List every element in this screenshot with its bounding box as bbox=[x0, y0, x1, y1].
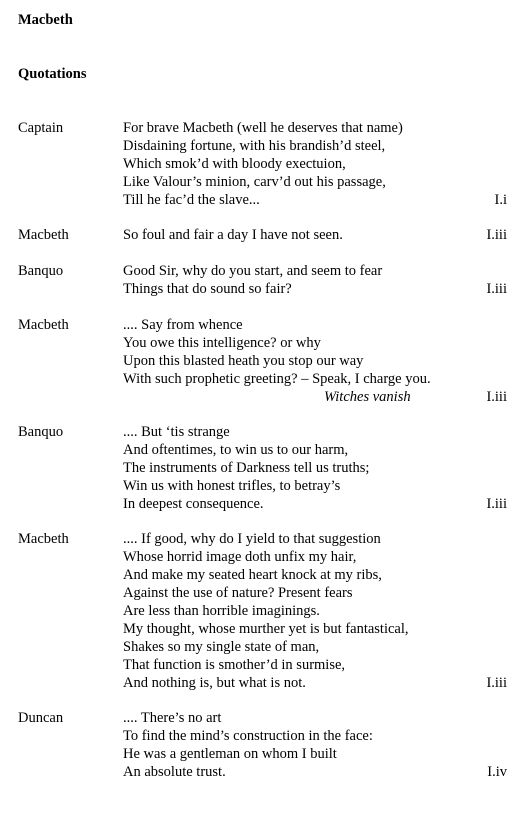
quote-line: Win us with honest trifles, to betray’s bbox=[123, 478, 341, 494]
speaker-name: Macbeth bbox=[18, 227, 69, 243]
quote-line: Till he fac’d the slave... bbox=[123, 192, 260, 208]
quote-line: .... There’s no art bbox=[123, 710, 222, 726]
speaker-name: Captain bbox=[18, 120, 64, 136]
quote-line: That function is smother’d in surmise, bbox=[123, 657, 346, 673]
document-title: Macbeth bbox=[18, 12, 73, 28]
quote-line: With such prophetic greeting? – Speak, I charge you. bbox=[123, 371, 431, 387]
quote-line: And make my seated heart knock at my ribs, bbox=[123, 567, 382, 583]
quote-line: .... If good, why do I yield to that suggestion bbox=[123, 531, 381, 547]
quote-lines bbox=[123, 423, 463, 513]
speaker-name: Banquo bbox=[18, 424, 64, 440]
act-scene-reference: I.iii bbox=[486, 389, 507, 405]
quote-line: Shakes so my single state of man, bbox=[123, 639, 320, 655]
quote-line: And oftentimes, to win us to our harm, bbox=[123, 442, 349, 458]
section-heading: Quotations bbox=[18, 66, 87, 82]
quote-lines bbox=[123, 709, 463, 781]
act-scene-reference: I.iii bbox=[486, 227, 507, 243]
stage-direction: Witches vanish bbox=[324, 389, 411, 405]
quote-line: And nothing is, but what is not. bbox=[123, 675, 306, 691]
speaker-name: Banquo bbox=[18, 263, 64, 279]
quote-line: Good Sir, why do you start, and seem to fear bbox=[123, 263, 383, 279]
quote-line: Upon this blasted heath you stop our way bbox=[123, 353, 364, 369]
act-scene-reference: I.iii bbox=[486, 496, 507, 512]
quote-lines bbox=[123, 316, 463, 406]
quote-lines bbox=[123, 530, 463, 692]
act-scene-reference: I.i bbox=[494, 192, 507, 208]
quote-lines bbox=[123, 119, 463, 209]
quote-line: An absolute trust. bbox=[123, 764, 226, 780]
quote-line: Against the use of nature? Present fears bbox=[123, 585, 353, 601]
act-scene-reference: I.iii bbox=[486, 675, 507, 691]
quote-line: Like Valour’s minion, carv’d out his passage, bbox=[123, 174, 386, 190]
quote-line: .... But ‘tis strange bbox=[123, 424, 230, 440]
quote-line: He was a gentleman on whom I built bbox=[123, 746, 337, 762]
act-scene-reference: I.iii bbox=[486, 281, 507, 297]
quote-line: My thought, whose murther yet is but fantastical, bbox=[123, 621, 409, 637]
quote-line: Which smok’d with bloody exectuion, bbox=[123, 156, 346, 172]
quote-line: Are less than horrible imaginings. bbox=[123, 603, 320, 619]
quote-line: Disdaining fortune, with his brandish’d steel, bbox=[123, 138, 386, 154]
quote-line: So foul and fair a day I have not seen. bbox=[123, 227, 343, 243]
quote-lines bbox=[123, 262, 463, 298]
speaker-name: Macbeth bbox=[18, 531, 69, 547]
quote-line: Whose horrid image doth unfix my hair, bbox=[123, 549, 357, 565]
quote-lines bbox=[123, 226, 463, 244]
quote-line: For brave Macbeth (well he deserves that name) bbox=[123, 120, 403, 136]
quote-line: You owe this intelligence? or why bbox=[123, 335, 321, 351]
quote-line: To find the mind’s construction in the face: bbox=[123, 728, 373, 744]
quote-line: The instruments of Darkness tell us truths; bbox=[123, 460, 370, 476]
act-scene-reference: I.iv bbox=[487, 764, 507, 780]
speaker-name: Macbeth bbox=[18, 317, 69, 333]
speaker-name: Duncan bbox=[18, 710, 64, 726]
quote-line: .... Say from whence bbox=[123, 317, 243, 333]
quote-line: In deepest consequence. bbox=[123, 496, 264, 512]
quote-line: Things that do sound so fair? bbox=[123, 281, 292, 297]
